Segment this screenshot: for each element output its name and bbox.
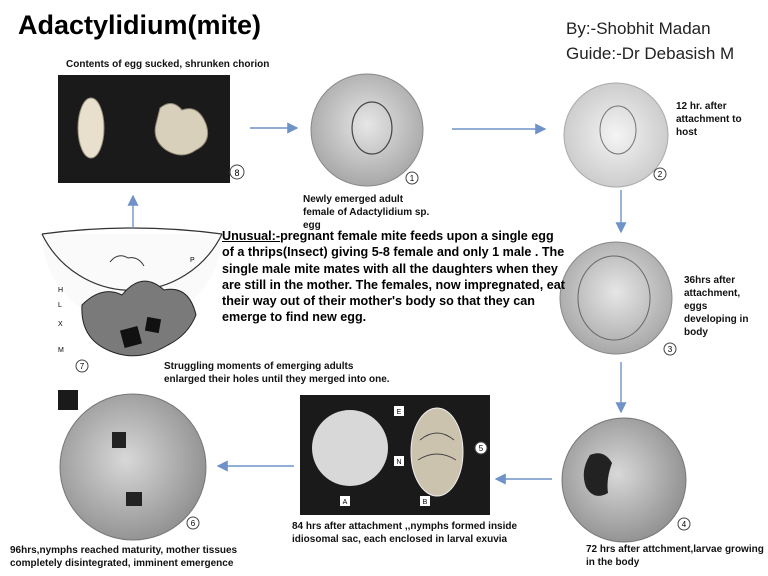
stage-3-caption: 36hrs after attachment, eggs developing in body (684, 275, 749, 338)
side-label-l: L (58, 302, 62, 309)
stage-3-number: 3 (667, 345, 673, 354)
stage-5-number: 5 (478, 444, 484, 453)
panel-label-b: B (422, 499, 428, 506)
stage-1-photo (311, 74, 423, 186)
stage-7-photo (42, 228, 222, 356)
stage-5-photo (300, 395, 490, 515)
dark-tissue-shape (112, 432, 126, 448)
stage-3-photo (560, 242, 672, 354)
side-label-p: P (190, 257, 195, 264)
side-label-x: X (58, 321, 63, 328)
dark-tissue-shape (126, 492, 142, 506)
stage-4-photo (562, 418, 686, 542)
stage-1-number: 1 (409, 174, 415, 183)
stage-4-caption: 72 hrs after attchment,larvae growing in the body (586, 544, 764, 568)
stage-5-caption: 84 hrs after attachment ,,nymphs formed inside idiosomal sac, each enclosed in larval exuvia (292, 521, 518, 545)
author-name: By:-Shobhit Madan (566, 19, 711, 38)
stage-6-number: 6 (190, 519, 196, 528)
stage-8-photo (58, 75, 230, 183)
stage-1-caption: Newly emerged adult female of Adactylidium sp. egg (303, 194, 430, 231)
panel-label-a: A (342, 499, 348, 506)
stage-7-number: 7 (79, 362, 85, 371)
stage-2-number: 2 (657, 170, 663, 179)
stage-6-photo (60, 394, 206, 540)
stage-7-caption: Struggling moments of emerging adults enlarged their holes until they merged into one. (164, 361, 390, 385)
stage-2-photo (564, 83, 668, 187)
description-label: Unusual:- (222, 229, 281, 243)
side-label-h: H (58, 287, 64, 294)
description-body: pregnant female mite feeds upon a single egg of a thrips(Insect) giving 5-8 female and only 1 male . The single male mite mates with all the daughters when they are still in the mother. The females, now impregnated, eat their way out of their mother's body so that they can emerge to find new egg. (222, 229, 565, 325)
guide-name: Guide:-Dr Debasish M (566, 44, 735, 63)
black-square-marker (58, 390, 78, 410)
stage-2-caption: 12 hr. after attachment to host (676, 101, 742, 138)
panel-label-n: N (396, 459, 402, 466)
page-title: Adactylidium(mite) (18, 10, 262, 40)
stage-8-caption: Contents of egg sucked, shrunken chorion (66, 59, 270, 70)
side-label-m: M (58, 347, 64, 354)
stage-6-caption: 96hrs,nymphs reached maturity, mother tissues completely disintegrated, imminent emergence (10, 545, 238, 569)
description-paragraph (222, 228, 567, 326)
stage-8-number: 8 (234, 168, 240, 178)
stage-4-number: 4 (681, 520, 687, 529)
panel-label-e: E (396, 409, 402, 416)
